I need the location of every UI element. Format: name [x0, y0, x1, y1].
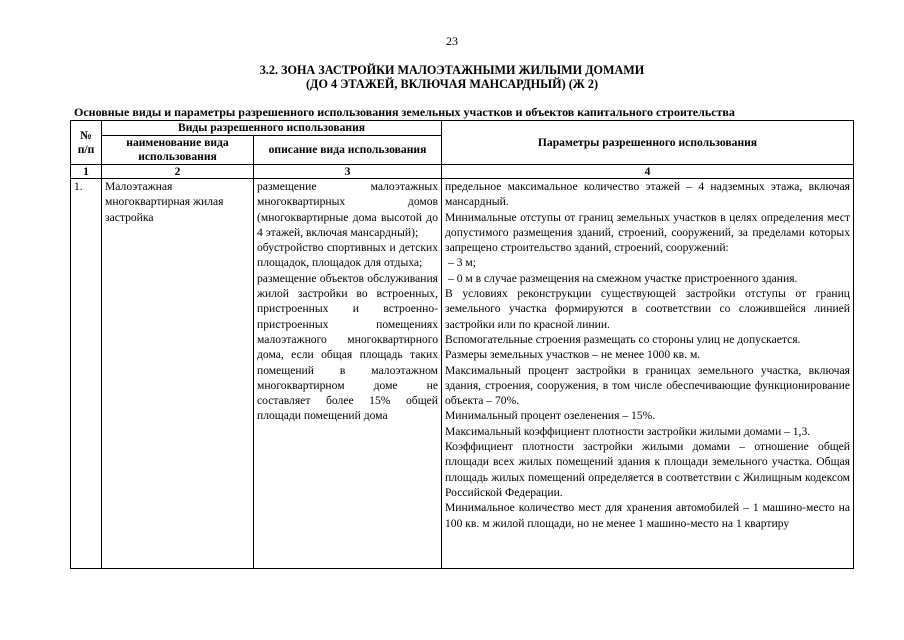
parameter-setbacks: Минимальные отступы от границ земельных участков в целях определения мест допустимого размещения зданий, строений, сооружений, за пределами которых запрещено строительство зданий, строений, сооружений:	[445, 210, 850, 255]
description-item: размещение малоэтажных многоквартирных домов (многоквартирные дома высотой до 4 этажей, включая мансардный);	[257, 180, 438, 239]
section-title-line-2: (ДО 4 ЭТАЖЕЙ, ВКЛЮЧАЯ МАНСАРДНЫЙ) (Ж 2)	[306, 77, 598, 91]
parameter-plot-size: Размеры земельных участков – не менее 1000 кв. м.	[445, 348, 701, 362]
header-types-group: Виды разрешенного использования	[102, 121, 442, 136]
page-number: 23	[446, 34, 458, 48]
parameter-max-floors: предельное максимальное количество этажей – 4 надземных этажа, включая мансардный.	[445, 180, 850, 209]
parameter-parking: Минимальное количество мест для хранения автомобилей – 1 машино-место на 100 кв. м жилой площади, но не менее 1 машино-место на 1 квартиру	[445, 501, 850, 530]
parameter-density-ratio: Максимальный коэффициент плотности застройки жилыми домами – 1,3.	[445, 424, 811, 438]
column-number: 2	[102, 165, 254, 179]
column-number-row	[71, 165, 854, 179]
header-type-description: описание вида использования	[254, 136, 442, 165]
use-type-description	[254, 179, 442, 569]
header-num: № п/п	[71, 121, 102, 165]
parameter-setback-item: – 3 м;	[448, 256, 476, 270]
parameter-auxiliary: Вспомогательные строения размещать со стороны улиц не допускается.	[445, 332, 801, 346]
land-use-table	[70, 120, 854, 569]
header-type-name: наименование вида использования	[102, 136, 254, 165]
column-number: 4	[442, 165, 854, 179]
description-item: обустройство спортивных и детских площадок, площадок для отдыха;	[257, 241, 438, 270]
parameter-min-greening: Минимальный процент озеленения – 15%.	[445, 409, 656, 423]
column-number: 3	[254, 165, 442, 179]
column-number: 1	[71, 165, 102, 179]
use-type-name: Малоэтажная многоквартирная жилая застройка	[102, 179, 254, 569]
section-title	[0, 63, 904, 91]
row-number: 1.	[71, 179, 102, 569]
header-parameters: Параметры разрешенного использования	[442, 121, 854, 165]
table-row	[71, 179, 854, 569]
header-row-1	[71, 121, 854, 136]
table-caption: Основные виды и параметры разрешенного использования земельных участков и объектов капитального строительства	[74, 105, 735, 119]
use-parameters	[442, 179, 854, 569]
parameter-density-definition: Коэффициент плотности застройки жилыми домами – отношение общей площади всех жилых помещений здания к площади земельного участка. Общая площадь жилых помещений определяется в соответствии с Жилищным кодексом Российской Федерации.	[445, 440, 850, 499]
parameter-reconstruction: В условиях реконструкции существующей застройки отступы от границ земельного участка формируются в соответствии со сложившейся линией застройки или по красной линии.	[445, 287, 850, 331]
description-item: размещение объектов обслуживания жилой застройки во встроенных, пристроенных и встроенно-пристроенных помещениях малоэтажного многоквартирного дома, если общая площадь таких помещений в малоэтажном многоквартирном доме не составляет более 15% общей площади помещений дома	[257, 271, 438, 423]
parameter-max-coverage: Максимальный процент застройки в границах земельного участка, включая здания, строения, сооружения, в том числе обеспечивающие функционирование объекта – 70%.	[445, 363, 850, 408]
parameter-setback-item: – 0 м в случае размещения на смежном участке пристроенного здания.	[448, 271, 798, 285]
section-title-line-1: 3.2. ЗОНА ЗАСТРОЙКИ МАЛОЭТАЖНЫМИ ЖИЛЫМИ ДОМАМИ	[259, 63, 645, 77]
